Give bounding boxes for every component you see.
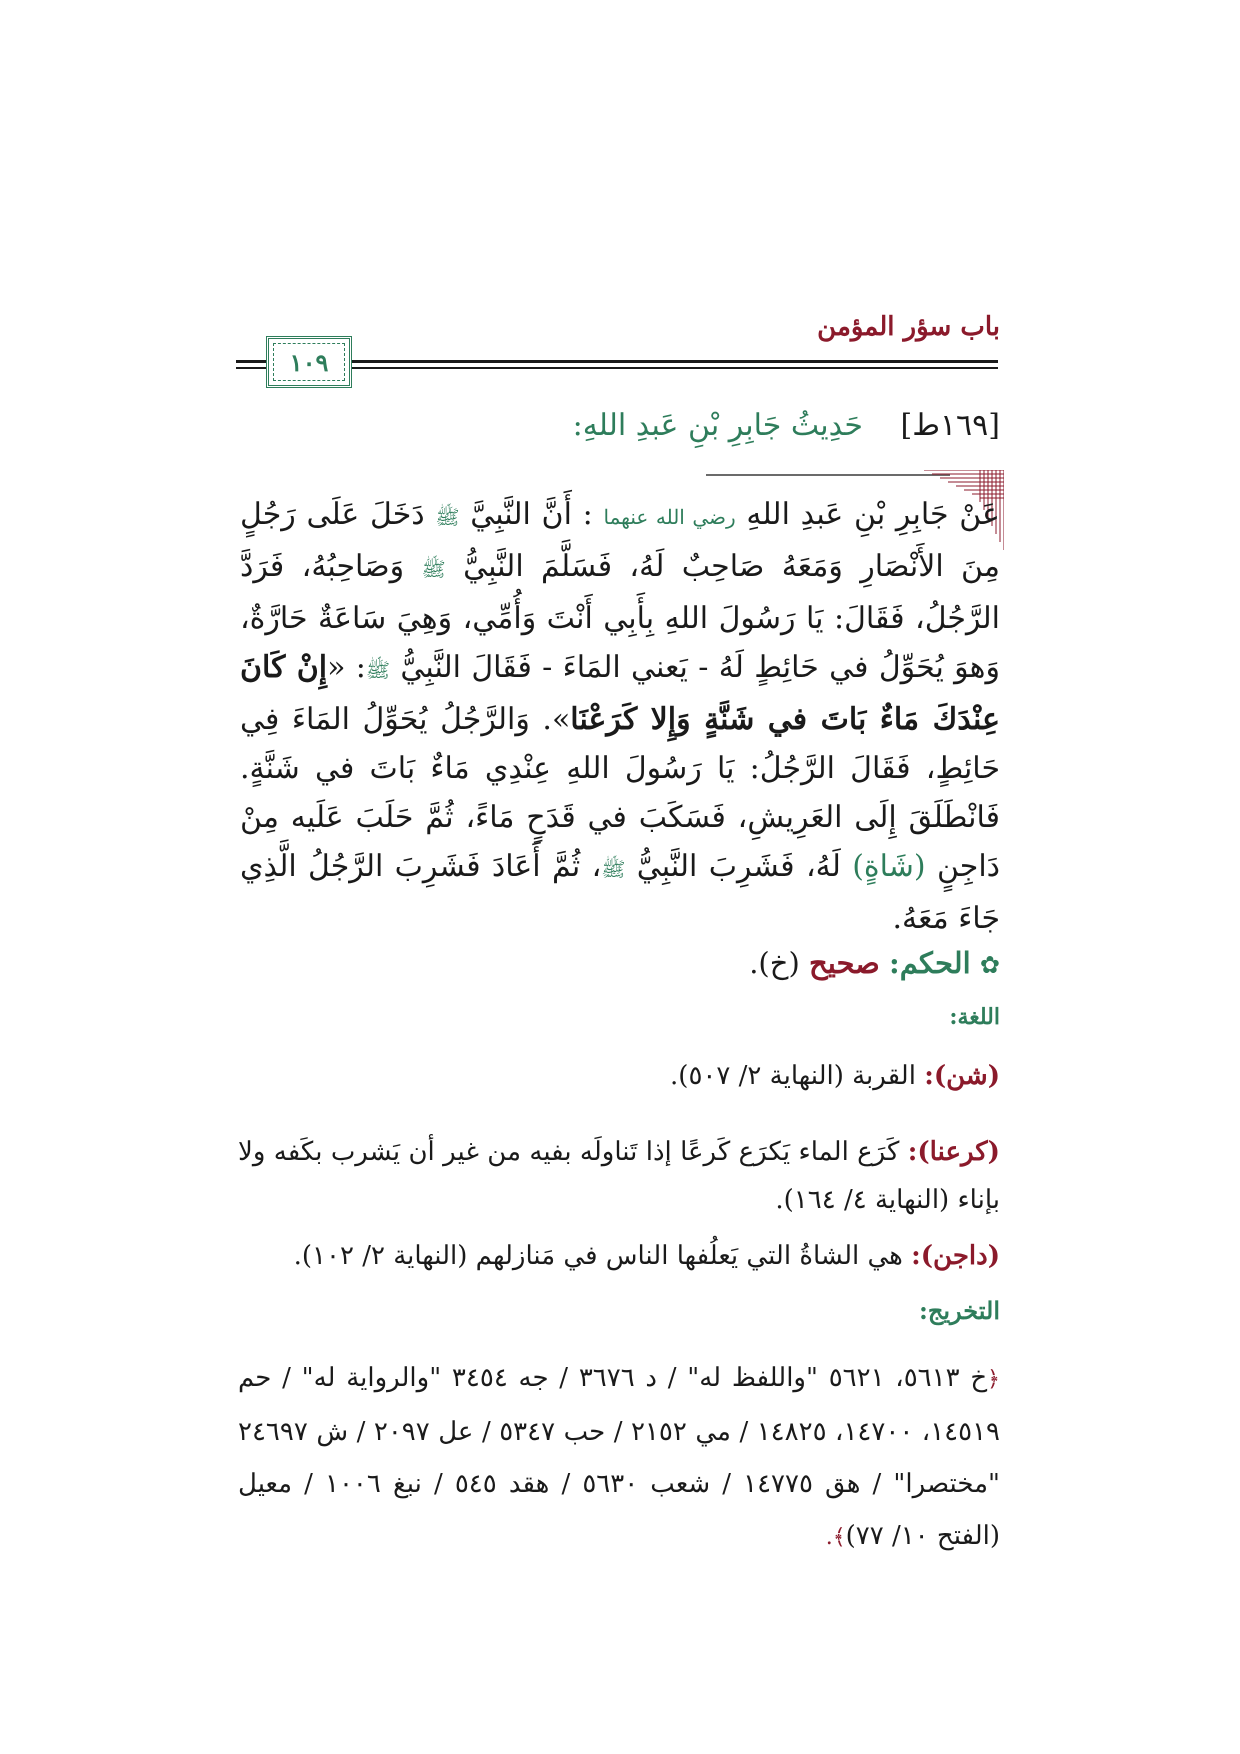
gloss-term: (كرعنا): [907,1137,1000,1167]
gloss-entry [238,1128,1000,1224]
prophetic-statement: إِنْ كَانَ عِنْدَكَ مَاءٌ بَاتَ في شَنَّةٍ وَإِلا كَرَعْنَا [240,650,1000,737]
honorific: رضي الله عنهما [603,505,736,529]
hadith-heading [573,408,1000,443]
hadith-segment: دَخَلَ عَلَى رَجُلٍ مِنَ الأَنْصَارِ وَمَعَهُ صَاحِبٌ لَهُ، فَسَلَّمَ النَّبِيُّ [240,497,1000,584]
ruling-label: الحكم: [889,946,971,980]
language-heading: اللغة: [949,1004,1000,1030]
hadith-number: [١٦٩ط] [900,408,1000,443]
hadith-segment: » [551,702,571,737]
page-number: ١٠٩ [289,347,329,377]
hadith-segment: عَنْ جَابِرِ بْنِ عَبدِ اللهِ [746,497,1000,532]
bracket-open-icon: ﴿ [987,1367,1000,1392]
hadith-segment: . وَالرَّجُلُ يُحَوِّلُ المَاءَ فِي حَائِطٍ، فَقَالَ الرَّجُلُ: يَا رَسُولَ اللهِ عِنْدِي مَاءٌ بَاتَ في شَنَّةٍ. فَانْطَلَقَ إِلَى العَرِيشِ، فَسَكَبَ في قَدَحٍ مَاءً، ثُمَّ حَلَبَ عَلَيه مِنْ دَاجِنٍ [240,702,1001,884]
gloss-term: (داجن): [911,1241,1000,1271]
ruling-value: صحيح [808,946,880,980]
gloss-term: (شن): [924,1061,1000,1091]
hadith-segment: : « [327,650,366,685]
hadith-segment: وَصَاحِبُهُ، فَرَدَّ الرَّجُلُ، فَقَالَ: يَا رَسُولَ اللهِ بِأَبِي أَنْتَ وَأُمِّي، وَهِيَ سَاعَةٌ حَارَّةٌ، وَهوَ يُحَوِّلُ في حَائِطٍ لَهُ - يَعني المَاءَ - فَقَالَ النَّبِيُّ [240,549,1000,685]
chapter-title: باب سؤر المؤمن [817,312,1000,342]
gloss-entry [238,1052,1000,1100]
takhrij-heading: التخريج: [919,1296,1000,1325]
page-number-badge [266,336,352,388]
hadith-text [240,490,1000,943]
gloss-definition: هي الشاةُ التي يَعلُفها الناس في مَنازلهم (النهاية ٢/ ١٠٢). [293,1241,903,1271]
gloss-word: (شَاةٍ) [852,849,926,884]
salutation-glyph: ﷺ [421,557,446,581]
ruling-source: (خ). [749,946,800,980]
salutation-glyph: ﷺ [435,505,460,529]
gloss-definition: كَرَع الماء يَكرَع كَرعًا إذا تَناولَه بفيه من غير أن يَشرب بكَفه ولا بإناء (النهاية ٤/ ١٦٤). [238,1137,1000,1215]
salutation-glyph: ﷺ [601,857,626,881]
hadith-title: حَدِيثُ جَابِرِ بْنِ عَبدِ اللهِ: [572,408,863,443]
gloss-entry [238,1232,1000,1280]
hadith-segment: ، ثُمَّ أَعَادَ فَشَرِبَ الرَّجُلُ الَّذِي جَاءَ مَعَهُ. [240,849,1000,936]
gloss-definition: القربة (النهاية ٢/ ٥٠٧). [670,1061,916,1091]
takhrij-references: خ ٥٦١٣، ٥٦٢١ "واللفظ له" / د ٣٦٧٦ / جه ٣٤٥٤ "والرواية له" / حم ١٤٥١٩، ١٤٧٠٠، ١٤٨٢٥ / مي ٢١٥٢ / حب ٥٣٤٧ / عل ٢٠٩٧ / ش ٢٤٦٩٧ "مختصرا" / هق ١٤٧٧٥ / شعب ٥٦٣٠ / هقد ٥٤٥ / نبغ ١٠٠٦ / معيل (الفتح ١٠/ ٧٧) [238,1363,1001,1551]
salutation-glyph: ﷺ [365,658,391,682]
hadith-segment: لَهُ، فَشَرِبَ النَّبِيُّ [636,849,841,884]
heading-underline [706,474,950,476]
bracket-close-icon: ﴾. [825,1525,846,1550]
flower-icon: ✿ [979,951,1000,979]
takhrij-text [238,1352,1000,1564]
hadith-segment: : أَنَّ النَّبِيَّ [470,497,593,532]
ruling-line [749,946,1000,980]
